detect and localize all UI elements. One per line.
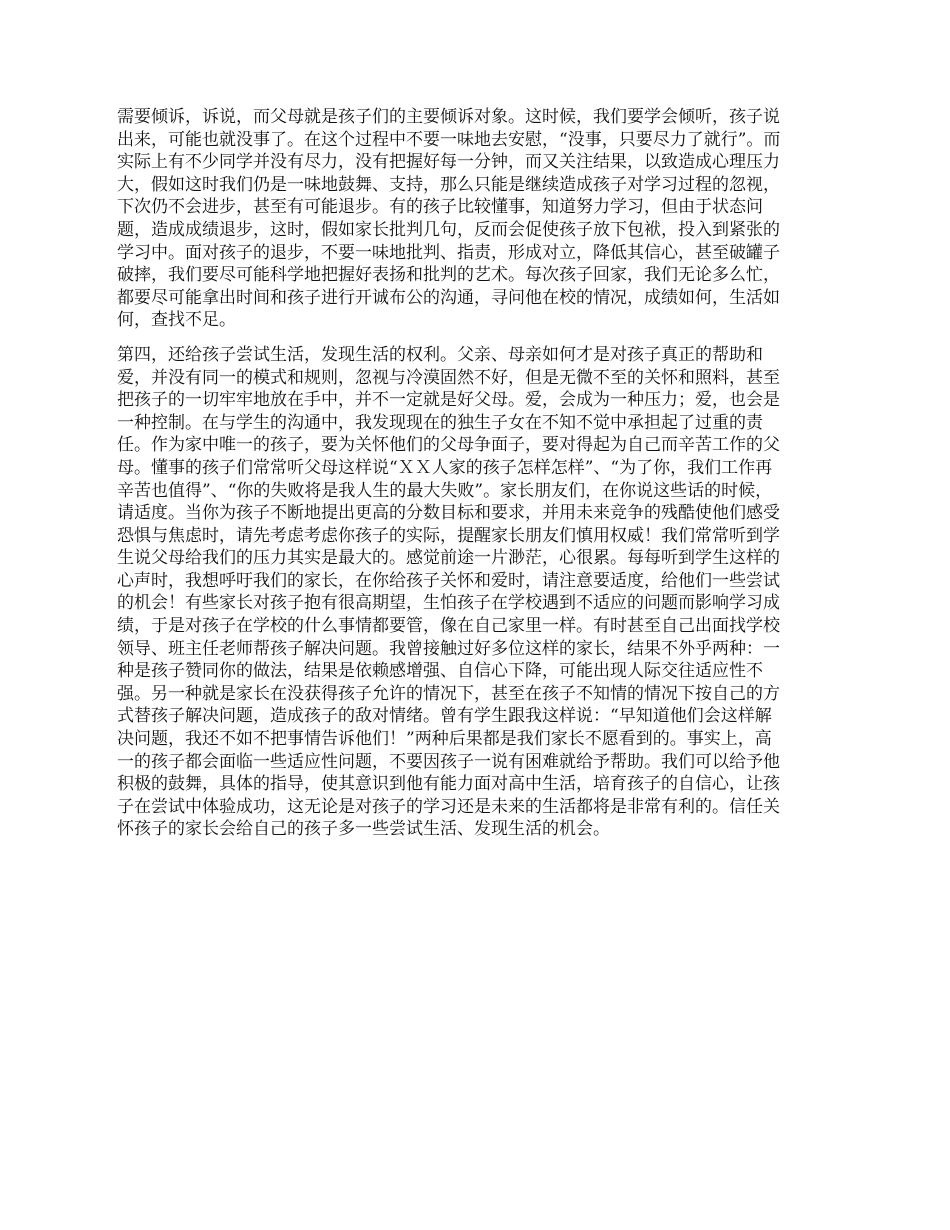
text-line: 绩，于是对孩子在学校的什么事情都要管，像在自己家里一样。有时甚至自己出面找学校 [117, 616, 780, 637]
text-line: 学习中。面对孩子的退步，不要一味地批判、指责，形成对立，降低其信心，甚至破罐子 [117, 242, 780, 263]
text-line: 破摔，我们要尽可能科学地把握好表扬和批判的艺术。每次孩子回家，我们无论多么忙， [117, 265, 780, 286]
text-line: 决问题，我还不如不把事情告诉他们！”两种后果都是我们家长不愿看到的。事实上，高 [117, 729, 772, 750]
text-line: 题，造成成绩退步，这时，假如家长批判几句，反而会促使孩子放下包袱，投入到紧张的 [117, 219, 780, 240]
paragraph-2 [117, 344, 841, 841]
text-line: 怀孩子的家长会给自己的孩子多一些尝试生活、发现生活的机会。 [117, 819, 610, 840]
text-line: 下次仍不会进步，甚至有可能退步。有的孩子比较懂事，知道努力学习，但由于状态问 [117, 197, 763, 218]
text-line: 积极的鼓舞，具体的指导，使其意识到他有能力面对高中生活，培育孩子的自信心，让孩 [117, 774, 780, 795]
text-line: 一的孩子都会面临一些适应性问题，不要因孩子一说有困难就给予帮助。我们可以给予他 [117, 751, 780, 772]
text-line: 大，假如这时我们仍是一味地鼓舞、支持，那么只能是继续造成孩子对学习过程的忽视， [117, 174, 780, 195]
text-line: 何，查找不足。 [117, 310, 236, 331]
text-line: 爱，并没有同一的模式和规则，忽视与冷漠固然不好，但是无微不至的关怀和照料，甚至 [117, 367, 780, 388]
text-line: 式替孩子解决问题，造成孩子的敌对情绪。曾有学生跟我这样说：“早知道他们会这样解 [117, 706, 772, 727]
document-page [117, 106, 841, 853]
text-line: 出来，可能也就没事了。在这个过程中不要一味地去安慰，“没事，只要尽力了就行”。而 [117, 129, 781, 150]
text-line: 恐惧与焦虑时，请先考虑考虑你孩子的实际，提醒家长朋友们慎用权威！我们常常听到学 [117, 525, 780, 546]
text-line: 的机会！有些家长对孩子抱有很高期望，生怕孩子在学校遇到不适应的问题而影响学习成 [117, 593, 780, 614]
text-line: 强。另一种就是家长在没获得孩子允许的情况下，甚至在孩子不知情的情况下按自己的方 [117, 683, 780, 704]
text-line: 请适度。当你为孩子不断地提出更高的分数目标和要求，并用未来竞争的残酷使他们感受 [117, 503, 780, 524]
text-line: 辛苦也值得”、“你的失败将是我人生的最大失败”。家长朋友们，在你说这些话的时候， [117, 480, 773, 501]
paragraph-1 [117, 106, 841, 332]
text-line: 心声时，我想呼吁我们的家长，在你给孩子关怀和爱时，请注意要适度，给他们一些尝试 [117, 570, 780, 591]
text-line: 子在尝试中体验成功，这无论是对孩子的学习还是未来的生活都将是非常有利的。信任关 [117, 796, 780, 817]
text-line: 都要尽可能拿出时间和孩子进行开诚布公的沟通，寻问他在校的情况，成绩如何，生活如 [117, 287, 780, 308]
text-line: 任。作为家中唯一的孩子，要为关怀他们的父母争面子，要对得起为自己而辛苦工作的父 [117, 435, 780, 456]
text-line: 需要倾诉，诉说，而父母就是孩子们的主要倾诉对象。这时候，我们要学会倾听，孩子说 [117, 107, 780, 127]
text-line: 实际上有不少同学并没有尽力，没有把握好每一分钟，而又关注结果，以致造成心理压力 [117, 152, 780, 173]
text-line: 把孩子的一切牢牢地放在手中，并不一定就是好父母。爱，会成为一种压力；爱，也会是 [117, 390, 780, 411]
text-line: 领导、班主任老师帮孩子解决问题。我曾接触过好多位这样的家长，结果不外乎两种：一 [117, 638, 780, 659]
text-line: 生说父母给我们的压力其实是最大的。感觉前途一片渺茫，心很累。每每听到学生这样的 [117, 548, 780, 569]
text-line: 第四，还给孩子尝试生活，发现生活的权利。父亲、母亲如何才是对孩子真正的帮助和 [117, 344, 763, 365]
text-line: 种是孩子赞同你的做法，结果是依赖感增强、自信心下降，可能出现人际交往适应性不 [117, 661, 763, 682]
text-line: 母。懂事的孩子们常常听父母这样说“ＸＸ人家的孩子怎样怎样”、“为了你，我们工作再 [117, 457, 773, 478]
text-line: 一种控制。在与学生的沟通中，我发现现在的独生子女在不知不觉中承担起了过重的责 [117, 412, 763, 433]
